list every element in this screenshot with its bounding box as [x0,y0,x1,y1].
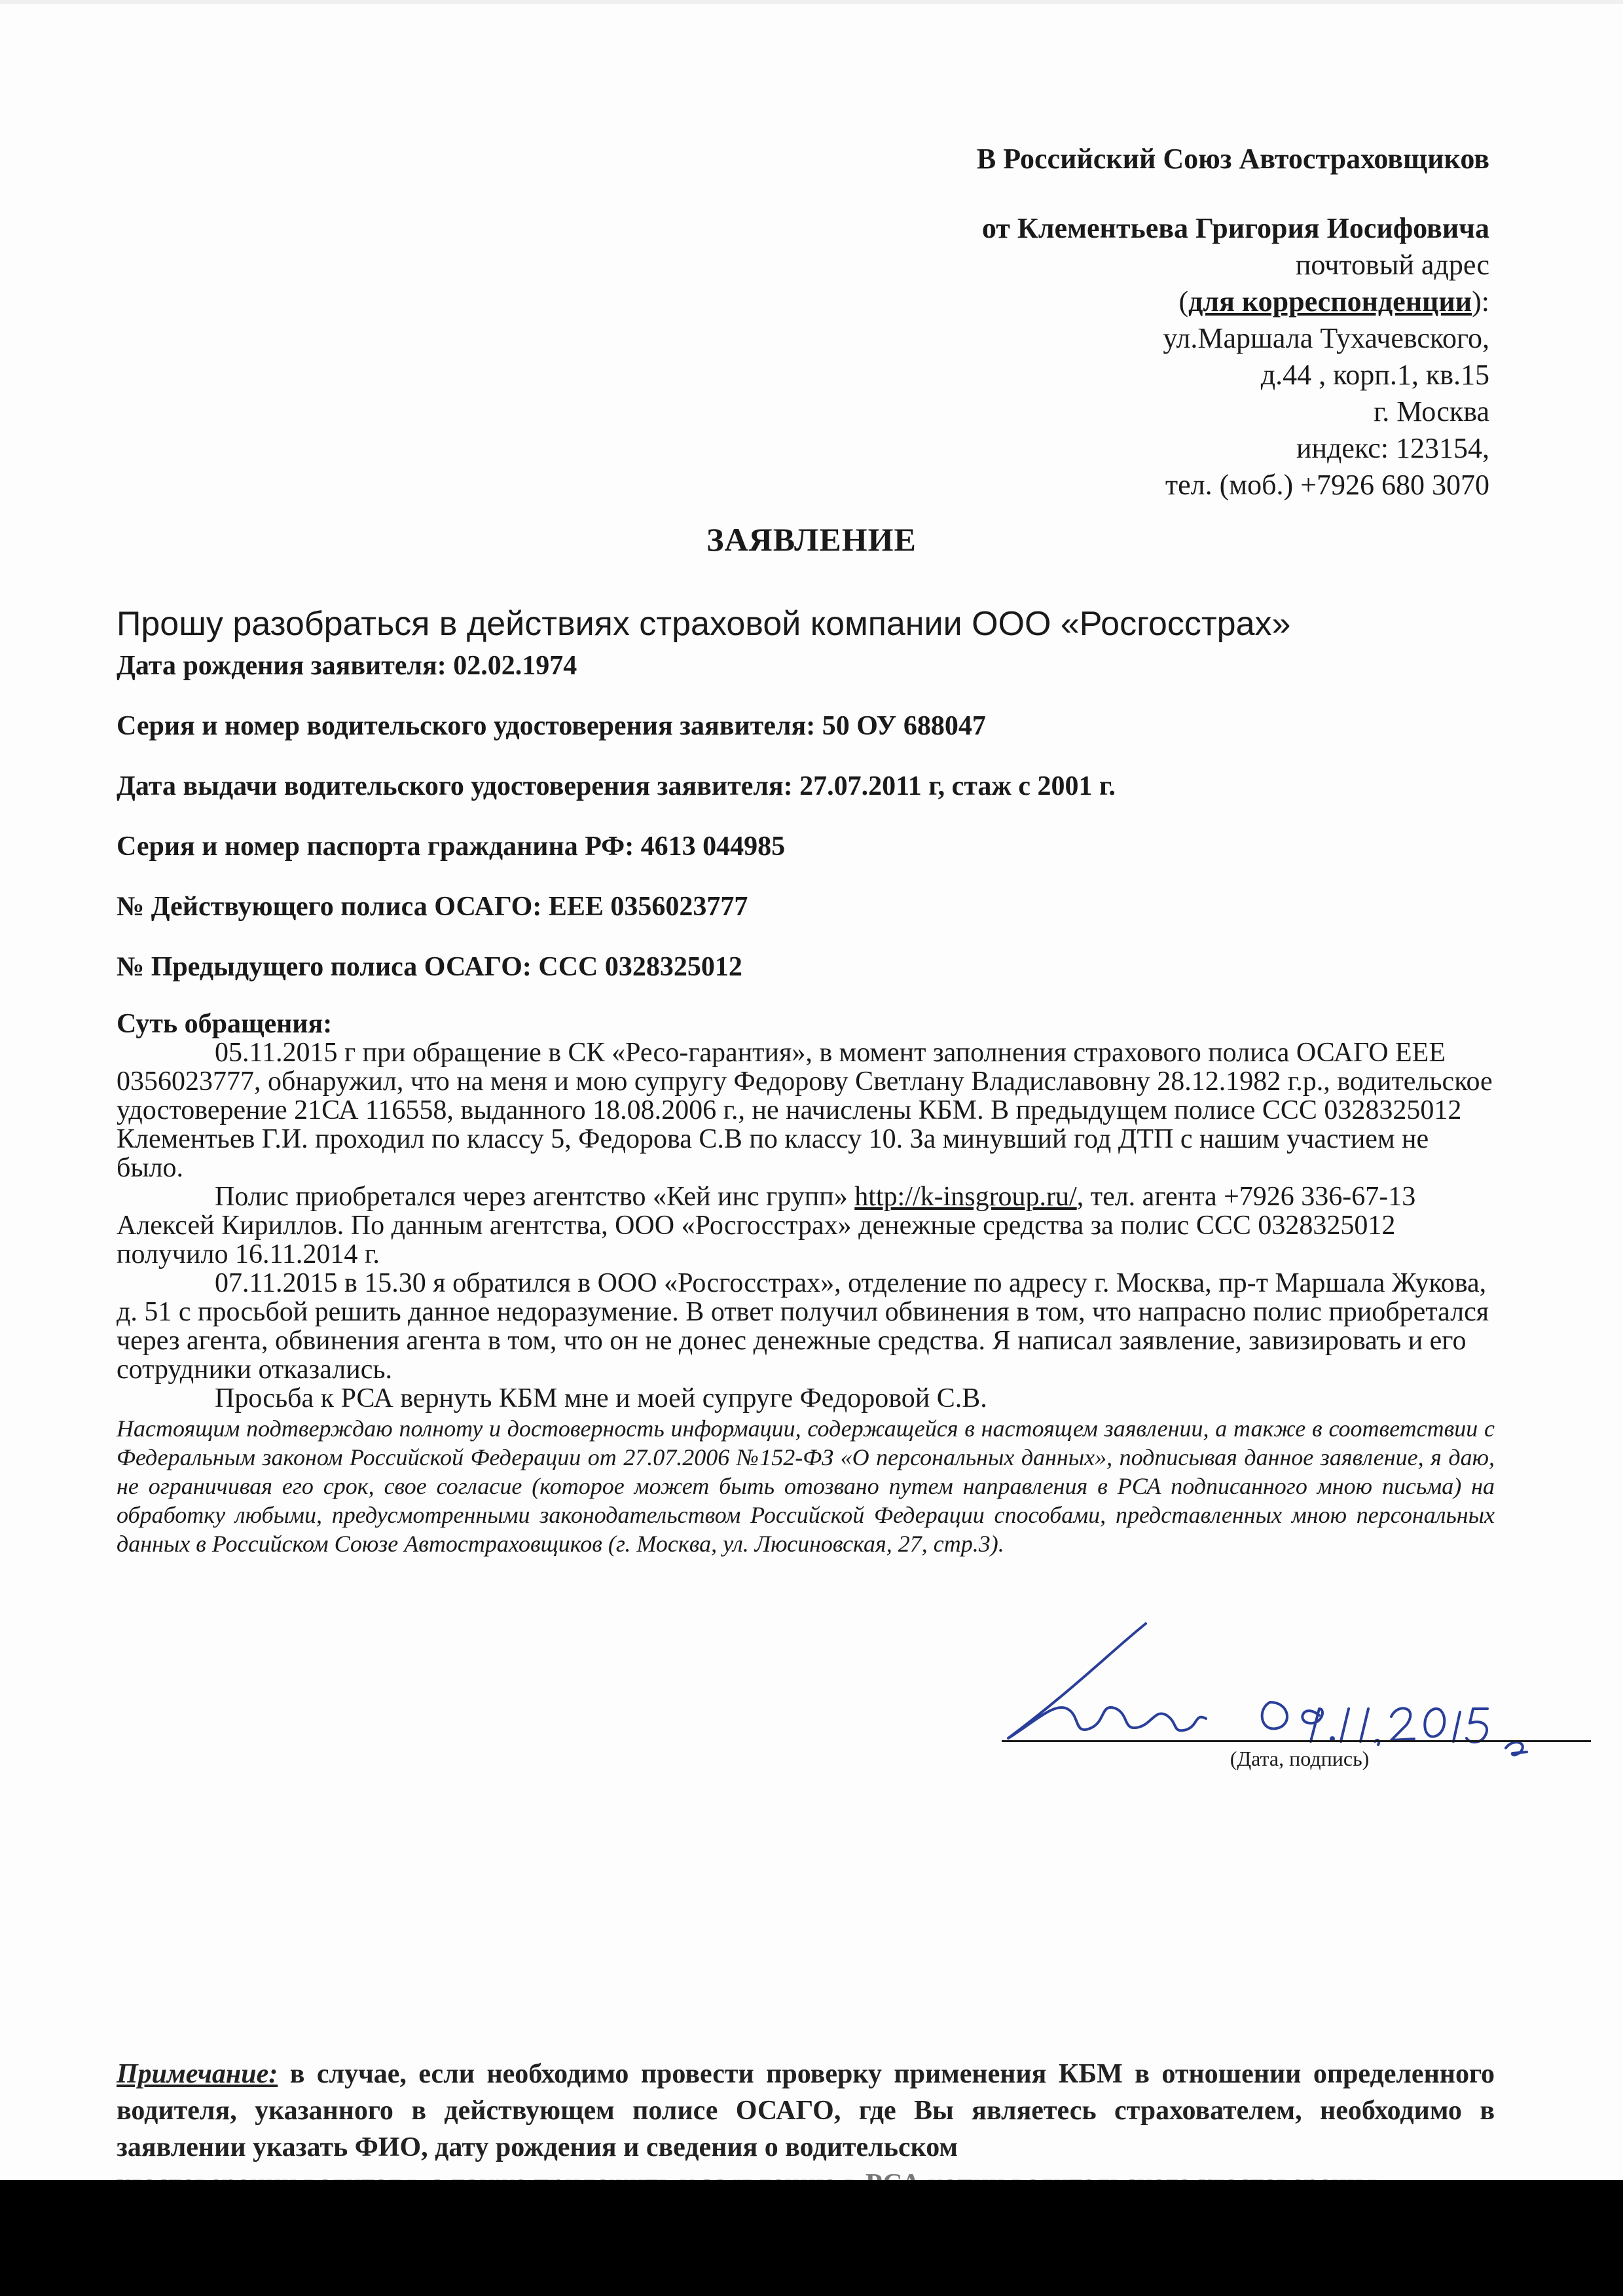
street: ул.Маршала Тухачевского, [1163,322,1489,354]
signature-caption: (Дата, подпись) [1230,1747,1370,1770]
consent-text: Настоящим подтверждаю полноту и достоверность информации, содержащейся в настоящем заявлении, а также в соответствии с Федеральным законом Российской Федерации от 27.07.2006 №152-ФЗ «О персональных данных», подписывая данное заявление, я даю, не ограничивая его срок, свое согласие (которое может быть отозвано путем направления в РСА подписанного мною письма) на обработку любыми, предусмотренными законодательством Российской Федерации способами, представленных мною персональных данных в Российском Союзе Автостраховщиков (г. Москва, ул. Люсиновская, 27, стр.3). [117,1415,1495,1557]
document-title: ЗАЯВЛЕНИЕ [706,521,917,558]
note-label: Примечание: [117,2059,278,2089]
house: д.44 , корп.1, кв.15 [1260,359,1489,391]
essence-heading: Суть обращения: [117,1009,333,1039]
paren-close: ): [1472,285,1489,318]
address-block [704,141,1489,503]
city: г. Москва [1374,395,1489,428]
postal-index: индекс: 123154, [1296,432,1489,464]
paragraph-4: Просьба к РСА вернуть КБМ мне и моей супруге Федоровой С.В. [215,1383,987,1413]
agency-link[interactable]: http://k-insgroup.ru/ [854,1182,1077,1212]
postal-label: почтовый адрес [1295,249,1489,281]
paragraph-1: 05.11.2015 г при обращение в СК «Ресо-гарантия», в момент заполнения страхового полиса ОСАГО ЕЕЕ 0356023777, обнаружил, что на меня и мою супругу Федорову Светлану Владиславовну 28.12.1982 г.р., водительское удостоверение 21СА 116558, выданного 18.08.2006 г., не начислены КБМ. В предыдущем полисе ССС 0328325012 Клементьев Г.И. проходил по классу 5, Федорова С.В по классу 10. За минувший год ДТП с нашим участием не было. [117,1038,1493,1183]
field-passport: Серия и номер паспорта гражданина РФ: 4613 044985 [117,831,786,862]
recipient: В Российский Союз Автостраховщиков [976,143,1489,175]
scan-edge [0,0,1623,4]
paren-open: ( [1178,285,1189,318]
field-previous-policy: № Предыдущего полиса ОСАГО: ССС 0328325012 [117,952,742,982]
handwritten-signature [995,1611,1623,1761]
paragraph-3: 07.11.2015 в 15.30 я обратился в ООО «Росгосстрах», отделение по адресу г. Москва, пр-т Маршала Жукова, д. 51 с просьбой решить данное недоразумение. В ответ получил обвинения в том, что напрасно полис приобретался через агента, обвинения агента в том, что он не донес денежные средства. Я написал заявление, завизировать и его сотрудники отказались. [117,1268,1489,1385]
scanner-black-border [0,2180,1623,2296]
correspondence-label [704,283,1489,320]
phone: тел. (моб.) +7926 680 3070 [1165,469,1489,501]
sender-name: от Клементьева Григория Иосифовича [981,212,1489,244]
paragraph-2 [117,1182,1495,1269]
field-license-number: Серия и номер водительского удостоверения заявителя: 50 ОУ 688047 [117,711,986,741]
field-current-policy: № Действующего полиса ОСАГО: ЕЕЕ 0356023777 [117,892,748,922]
note-text: в случае, если необходимо провести проверку применения КБМ в отношении определенного водителя, указанного в действующем полисе ОСАГО, где Вы являетесь страхователем, необходимо в заявлении указать ФИО, дату рождения и сведения о водительском [117,2059,1495,2162]
request-line: Прошу разобраться в действиях страховой компании ООО «Росгосстрах» [117,605,1291,643]
main-content [117,601,1495,1558]
essence-body [117,1038,1495,1413]
paragraph-2-start: Полис приобретался через агентство «Кей инс групп» [215,1182,855,1212]
paragraph-2-end: , тел. агента +7926 336-67-13 Алексей Кириллов. По данным агентства, ООО «Росгосстрах» денежные средства за полис ССС 0328325012 получило 16.11.2014 г. [117,1182,1416,1269]
signature-line [1002,1740,1591,1742]
correspondence-text: для корреспонденции [1188,285,1472,318]
signature-block [1002,1663,1591,1781]
field-license-issue: Дата выдачи водительского удостоверения заявителя: 27.07.2011 г, стаж с 2001 г. [117,771,1116,801]
field-birth-date: Дата рождения заявителя: 02.02.1974 [117,651,577,681]
